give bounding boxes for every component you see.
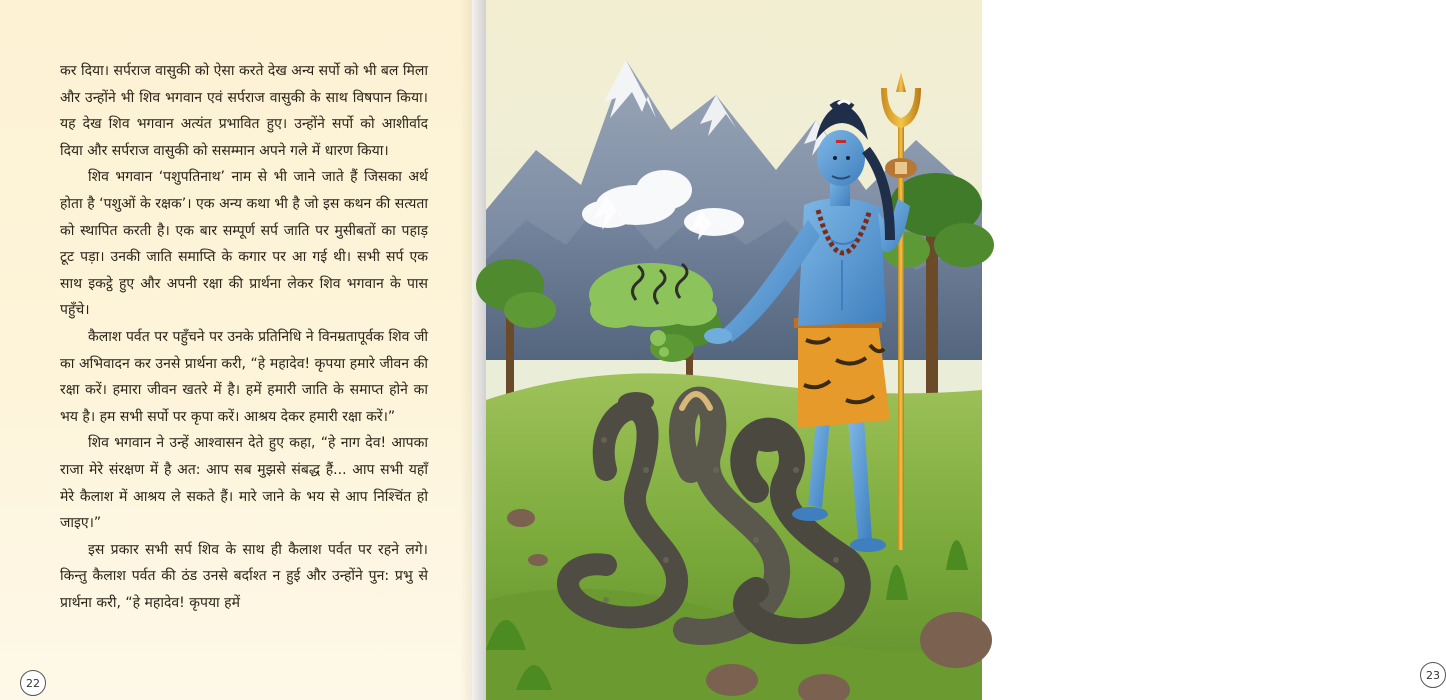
paragraph: इस प्रकार सभी सर्प शिव के साथ ही कैलाश पर्वत पर रहने लगे। किन्तु कैलाश पर्वत की ठंड उनसे बर्दाश्त न हुई और उन्होंने पुन: प्रभु से प्रार्थना करी, “हे महादेव! कृपया हमें: [60, 541, 428, 611]
page-number-left: 22: [20, 670, 46, 696]
paragraph: कर दिया। सर्पराज वासुकी को ऐसा करते देख अन्य सर्पो को भी बल मिला और उन्होंने भी शिव भगवान एवं सर्पराज वासुकी के साथ विषपान किया। यह देख शिव भगवान अत्यंत प्रभावित हुए। उन्होंने सर्पो को आशीर्वाद दिया और सर्पराज वासुकी को ससम्मान अपने गले में धारण किया।: [60, 63, 428, 159]
story-text: [60, 58, 428, 616]
paragraph: शिव भगवान ‘पशुपतिनाथ’ नाम से भी जाने जाते हैं जिसका अर्थ होता है ‘पशुओं के रक्षक’। एक अन्य कथा भी है जो इस कथन की सत्यता को स्थापित करती है। एक बार सम्पूर्ण सर्प जाति पर मुसीबतों का पहाड़ टूट पड़ा। उनकी जाति समाप्ति के कगार पर आ गई थी। सभी सर्प एक साथ इकट्ठे हुए और अपनी रक्षा की प्रार्थना लेकर शिव भगवान के पास पहुँचे।: [60, 169, 428, 319]
paragraph: कैलाश पर्वत पर पहुँचने पर उनके प्रतिनिधि ने विनम्रतापूर्वक शिव जी का अभिवादन कर उनसे प्रार्थना करी, “हे महादेव! कृपया हमारे जीवन की रक्षा करें। हमारा जीवन खतरे में है। हमें हमारी जाति के समाप्त होने का भय है। हम सभी सर्पो पर कृपा करें। आश्रय देकर हमारी रक्षा करें।”: [60, 328, 428, 425]
book-gutter: [460, 0, 486, 700]
paragraph: शिव भगवान ने उन्हें आश्वासन देते हुए कहा, “हे नाग देव! आपका राजा मेरे संरक्षण में है अत: आप सब मुझसे संबद्ध हैं... आप सभी यहाँ मेरे कैलाश में आश्रय ले सकते हैं। मारे जाने के भय से आप निश्चिंत हो जाइए।”: [60, 435, 428, 532]
page-number-right: 23: [1420, 662, 1446, 688]
left-page: [0, 0, 472, 700]
right-page: [486, 0, 1440, 700]
shiva-with-trident-and-cobras-icon: [486, 0, 982, 700]
